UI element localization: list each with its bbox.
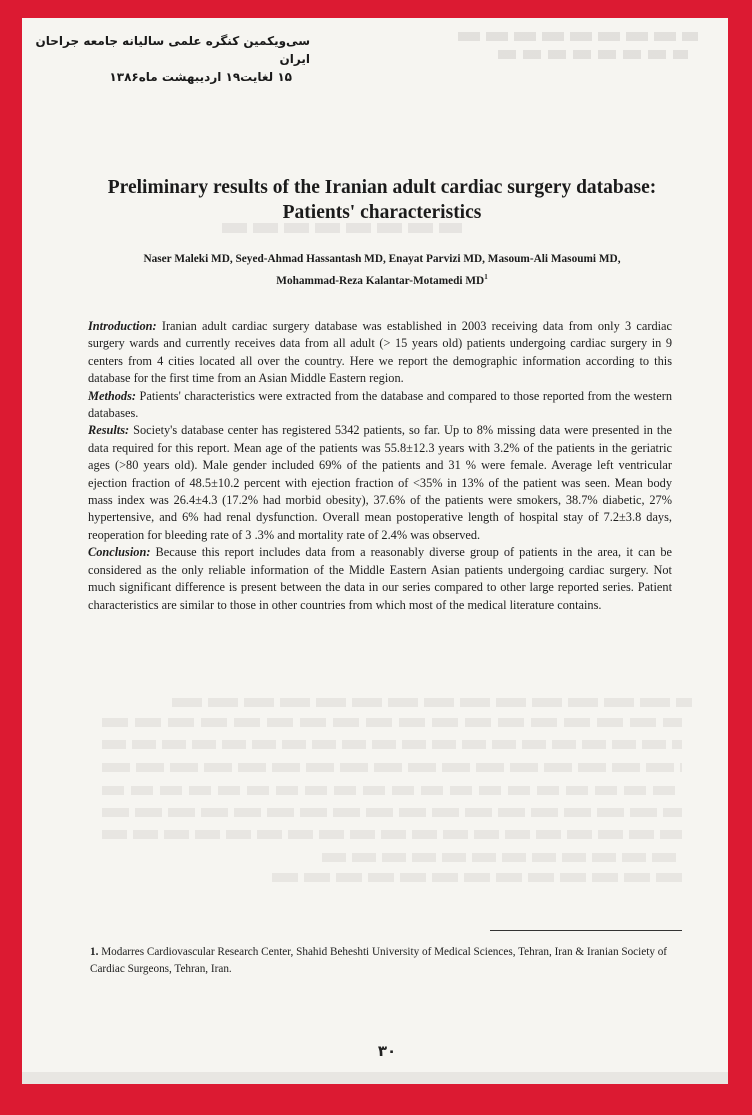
authors-line-2 <box>82 268 682 290</box>
show-through-line <box>102 740 682 749</box>
footnote-text: Modarres Cardiovascular Research Center, Shahid Beheshti University of Medical Sciences, Tehran, Iran & Iranian Society of Cardiac Surgeons, Tehran, Iran. <box>90 946 668 975</box>
results-text: Society's database center has registered 5342 patients, so far. Up to 8% missing data were presented in the data required for this report. Mean age of the patients was 55.8±12.3 years with 3.2% of the patients in the geriatric ages (>80 years old). Male gender included 69% of the patients and 31 % were female. Average left ventricular ejection fraction of 48.5±10.2 percent with ejection fraction of <35% in 13% of the patient was seen. Mean body mass index was 26.4±4.3 (17.2% had morbid obesity), 37.6% of the patients were smokers, 38.7% diabetic, 27% hypertensive, and 6% had renal dysfunction. Overall mean postoperative length of hospital stay of 7.2±3.8 days, reoperation for bleeding rate of 3 .3% and mortality rate of 2.4% was observed. <box>88 423 672 542</box>
show-through-line <box>102 808 682 817</box>
show-through-line <box>102 718 682 727</box>
affiliation-mark: 1 <box>484 273 488 281</box>
show-through-line <box>498 50 688 59</box>
page-number: ۳۰ <box>377 1042 397 1060</box>
author-list <box>82 250 682 290</box>
abstract <box>88 318 672 614</box>
results-paragraph <box>88 422 672 544</box>
conference-name: سی‌ویکمین کنگره علمی سالیانه جامعه جراحان ایران <box>35 34 310 66</box>
conference-dates: ۱۵ لغایت۱۹ اردیبهشت ماه۱۳۸۶ <box>109 70 292 84</box>
introduction-heading: Introduction: <box>88 319 157 333</box>
conference-header <box>22 32 310 86</box>
author-last: Mohammad-Reza Kalantar-Motamedi MD <box>276 274 485 287</box>
conclusion-text: Because this report includes data from a reasonably diverse group of patients in the area, it can be considered as the only reliable information of the Middle Eastern Asian patients undergoing cardiac surgery. Not much significant difference is present between the data in our series compared to other large reported series. Patient characteristics are similar to those in other countries from which most of the medical literature contains. <box>88 545 672 612</box>
show-through-line <box>102 786 682 795</box>
paper-title: Preliminary results of the Iranian adult cardiac surgery database: Patients' characteristics <box>107 177 657 223</box>
paper-edge <box>22 1072 728 1084</box>
show-through-line <box>458 32 698 41</box>
show-through-line <box>102 830 682 839</box>
show-through-line <box>272 873 682 882</box>
authors-line-1: Naser Maleki MD, Seyed-Ahmad Hassantash MD, Enayat Parvizi MD, Masoum-Ali Masoumi MD, <box>143 253 621 265</box>
methods-paragraph <box>88 388 672 423</box>
footnote-divider <box>490 930 682 931</box>
methods-text: Patients' characteristics were extracted from the database and compared to those reported from the western databases. <box>88 388 672 421</box>
show-through-line <box>322 853 682 862</box>
show-through-line <box>102 763 682 772</box>
methods-heading: Methods: <box>88 388 137 403</box>
show-through-line <box>172 698 692 707</box>
results-heading: Results: <box>88 423 130 438</box>
footnote-number: 1. <box>90 946 99 958</box>
footnote <box>90 944 686 978</box>
conclusion-paragraph <box>88 544 672 614</box>
document-page <box>22 18 728 1084</box>
conclusion-heading: Conclusion: <box>88 545 151 560</box>
introduction-paragraph <box>88 318 672 388</box>
introduction-text: Iranian adult cardiac surgery database was established in 2003 receiving data from only 3 cardiac surgery wards and currently receives data from all adult (> 15 years old) patients undergoing cardiac surgery in 9 centers from 4 cities located all over the country. Here we report the demographic information according to this database for the first time from an Asian Middle Eastern region. <box>88 319 672 386</box>
